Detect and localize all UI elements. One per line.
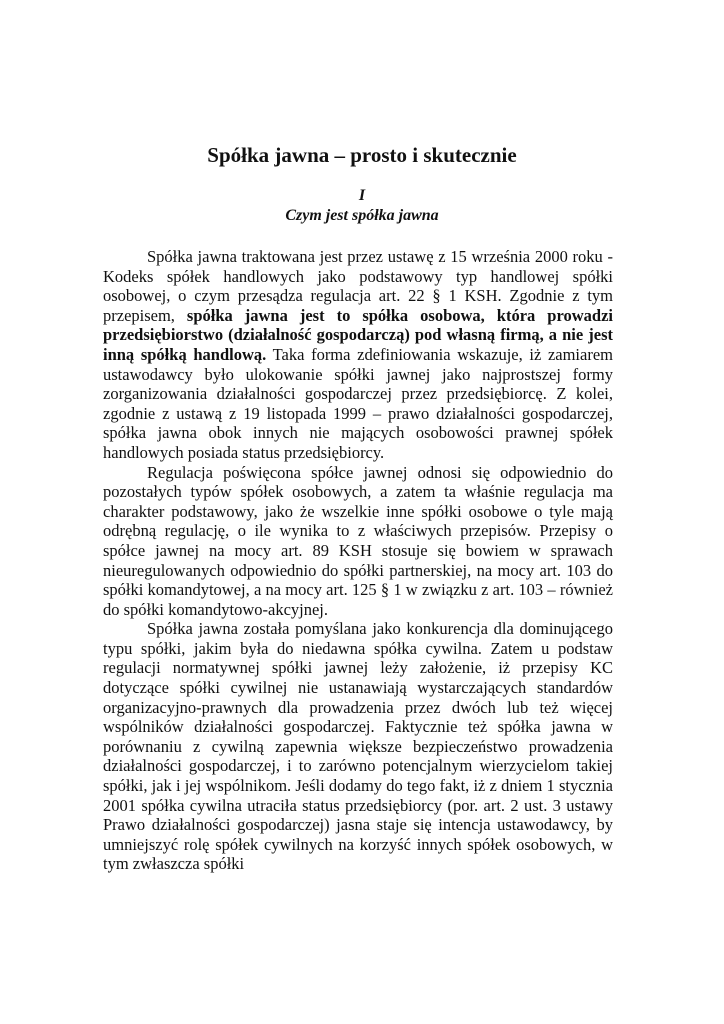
section-title: Czym jest spółka jawna [285,207,439,224]
paragraph-text: Regulacja poświęcona spółce jawnej odnosi się odpowiednio do pozostałych typów spółek osobowych, a zatem ta właśnie regulacja ma charakter podstawowy, jako że wszelkie inne spółki osobowe o tyle mają odrębną regulację, o ile wynika to z właściwych przepisów. Przepisy o spółce jawnej na mocy art. 89 KSH stosuje się bowiem w sprawach nieuregulowanych odpowiednio do spółki partnerskiej, na mocy art. 103 do spółki komandytowej, a na mocy art. 125 § 1 w związku z art. 103 – również do spółki komandytowo-akcyjnej. [103,462,613,619]
paragraph [103,619,613,874]
body-text [103,247,613,874]
paragraph [103,463,613,620]
section-number: I [358,187,366,204]
document-title: Spółka jawna – prosto i skutecznie [207,143,517,167]
paragraph [103,247,613,463]
paragraph-text: Spółka jawna traktowana jest przez ustawę z 15 września 2000 roku - Kodeks spółek handlowych jako podstawowy typ handlowej spółki osobowej, o czym przesądza regulacja art. 22 § 1 KSH. Zgodnie z tym przepisem, [103,247,613,325]
paragraph-text: Taka forma zdefiniowania wskazuje, iż zamiarem ustawodawcy było ulokowanie spółki jawnej jako najprostszej formy zorganizowania działalności gospodarczej przez przedsiębiorcę. Z kolei, zgodnie z ustawą z 19 listopada 1999 – prawo działalności gospodarczej, spółka jawna obok innych nie mających osobowości prawnej spółek handlowych posiada status przedsiębiorcy. [103,344,613,462]
paragraph-bold-text: spółka jawna jest to spółka osobowa, która prowadzi przedsiębiorstwo (działalność gospodarczą) pod własną firmą, a nie jest inną spółką handlową. [103,305,613,364]
paragraph-text: Spółka jawna została pomyślana jako konkurencja dla dominującego typu spółki, jakim była do niedawna spółka cywilna. Zatem u podstaw regulacji normatywnej spółki jawnej leży założenie, iż przepisy KC dotyczące spółki cywilnej nie ustanawiają wystarczających standardów organizacyjno-prawnych dla prowadzenia przez dwóch lub też więcej wspólników działalności gospodarczej. Faktycznie też spółka jawna w porównaniu z cywilną zapewnia większe bezpieczeństwo prowadzenia działalności gospodarczej, i to zarówno potencjalnym wierzycielom takiej spółki, jak i jej wspólnikom. Jeśli dodamy do tego fakt, iż z dniem 1 stycznia 2001 spółka cywilna utraciła status przedsiębiorcy (por. art. 2 ust. 3 ustawy Prawo działalności gospodarczej) jasna staje się intencja ustawodawcy, by umniejszyć rolę spółek cywilnych na korzyść innych spółek osobowych, w tym zwłaszcza spółki [103,619,613,874]
